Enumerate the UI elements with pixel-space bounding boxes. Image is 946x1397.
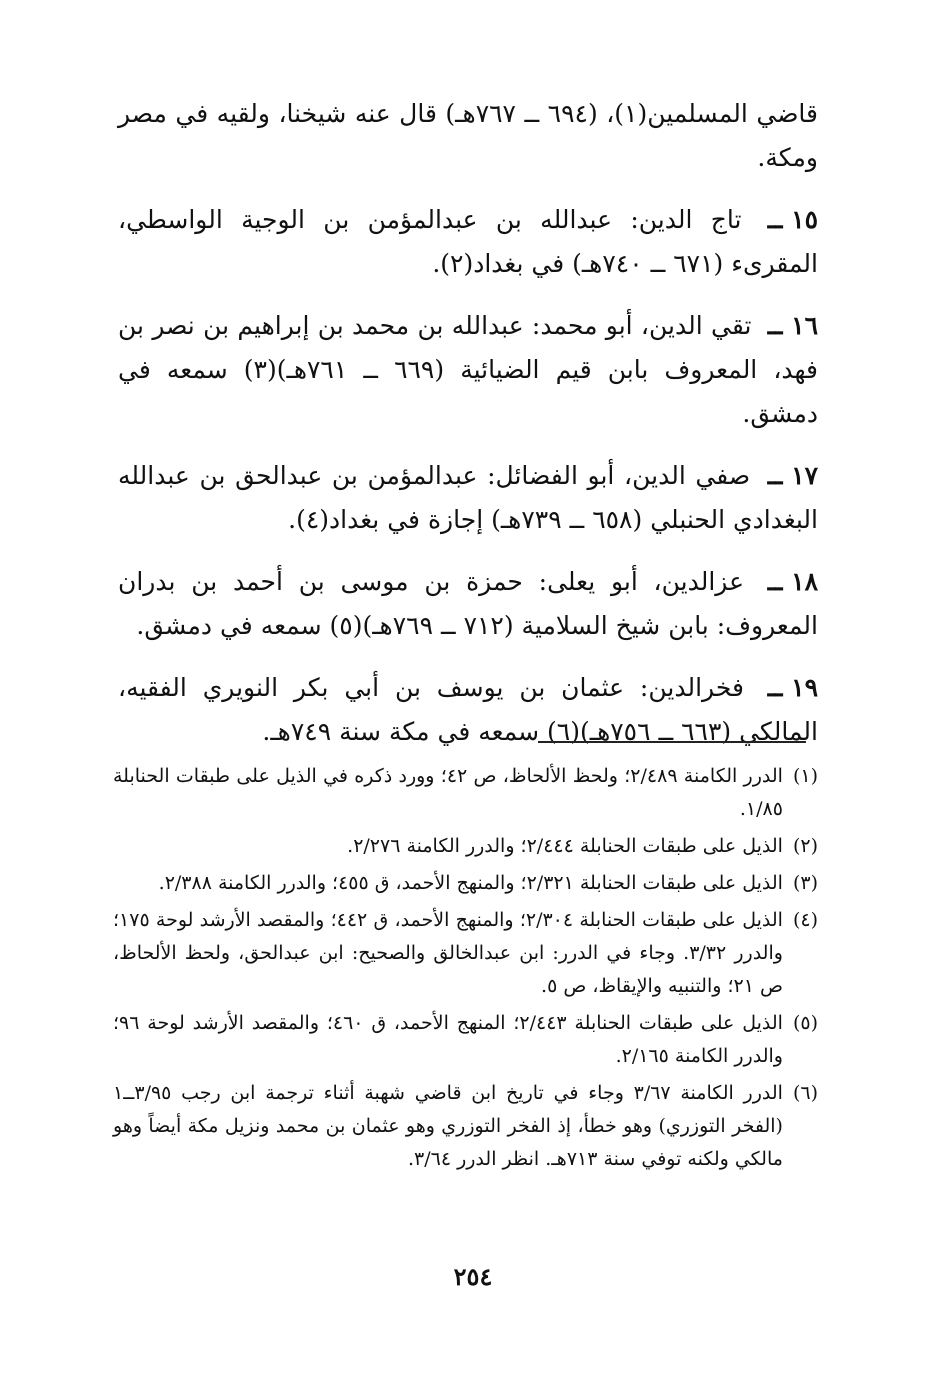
- entry-text: عزالدين، أبو يعلى: حمزة بن موسى بن أحمد بن بدران المعروف: بابن شيخ السلامية (٧١٢ ــ ٧٦٩هـ)(٥) سمعه في دمشق.: [118, 567, 818, 640]
- entry-number: ١٧ ــ: [767, 461, 819, 490]
- footnote-marker: (٣): [792, 872, 818, 894]
- footnote-4: [113, 904, 818, 1003]
- entry-number: ١٥ ــ: [767, 205, 819, 234]
- footnote-text: الذيل على طبقات الحنابلة ٢/٤٤٣؛ المنهج الأحمد، ق ٤٦٠؛ والمقصد الأرشد لوحة ٩٦؛ والدرر الكامنة ٢/١٦٥.: [113, 1012, 783, 1067]
- entry-17: [118, 454, 818, 542]
- entry-text: تقي الدين، أبو محمد: عبدالله بن محمد بن إبراهيم بن نصر بن فهد، المعروف بابن قيم الضيائية (٦٦٩ ــ ٧٦١هـ)(٣) سمعه في دمشق.: [118, 311, 818, 428]
- entry-16: [118, 304, 818, 436]
- entry-continuation: [118, 92, 818, 180]
- entry-text: تاج الدين: عبدالله بن عبدالمؤمن بن الوجية الواسطي، المقرىء (٦٧١ ــ ٧٤٠هـ) في بغداد(٢).: [118, 205, 818, 278]
- footnote-divider: [538, 741, 806, 743]
- footnote-6: [113, 1077, 818, 1176]
- footnote-marker: (٤): [792, 909, 818, 931]
- footnote-2: [113, 830, 818, 863]
- footnote-3: [113, 867, 818, 900]
- page-number: ٢٥٤: [453, 1262, 493, 1291]
- footnote-text: الدرر الكامنة ٣/٦٧ وجاء في تاريخ ابن قاضي شهبة أثناء ترجمة ابن رجب ٣/٩٥ــ١ (الفخر التوزري) وهو خطأ، إذ الفخر التوزري وهو عثمان بن محمد ونزيل مكة أيضاً وهو مالكي ولكنه توفي سنة ٧١٣هـ. انظر الدرر ٣/٦٤.: [113, 1082, 783, 1170]
- footnote-text: الذيل على طبقات الحنابلة ٢/٣٢١؛ والمنهج الأحمد، ق ٤٥٥؛ والدرر الكامنة ٢/٣٨٨.: [158, 872, 783, 894]
- entry-text: صفي الدين، أبو الفضائل: عبدالمؤمن بن عبدالحق بن عبدالله البغدادي الحنبلي (٦٥٨ ــ ٧٣٩هـ) إجازة في بغداد(٤).: [118, 461, 818, 534]
- entry-number: ١٨ ــ: [767, 567, 818, 596]
- entry-text: فخرالدين: عثمان بن يوسف بن أبي بكر النويري الفقيه، المالكي (٦٦٣ ــ ٧٥٦هـ)(٦) سمعه في مكة سنة ٧٤٩هـ.: [118, 673, 818, 746]
- entry-number: ١٦ ــ: [767, 311, 818, 340]
- main-text: [118, 92, 818, 754]
- footnote-text: الذيل على طبقات الحنابلة ٢/٤٤٤؛ والدرر الكامنة ٢/٢٧٦.: [347, 835, 783, 857]
- footnotes: [113, 760, 818, 1176]
- entry-18: [118, 560, 818, 648]
- entry-text: قاضي المسلمين(١)، (٦٩٤ ــ ٧٦٧هـ) قال عنه شيخنا، ولقيه في مصر ومكة.: [118, 99, 818, 172]
- footnote-text: الدرر الكامنة ٢/٤٨٩؛ ولحظ الألحاظ، ص ٤٢؛ وورد ذكره في الذيل على طبقات الحنابلة ١/٨٥.: [113, 765, 783, 820]
- footnote-marker: (٥): [792, 1012, 818, 1034]
- footnote-marker: (٢): [792, 835, 818, 857]
- entry-number: ١٩ ــ: [767, 673, 818, 702]
- footnote-marker: (٦): [792, 1082, 818, 1104]
- footnote-text: الذيل على طبقات الحنابلة ٢/٣٠٤؛ والمنهج الأحمد، ق ٤٤٢؛ والمقصد الأرشد لوحة ١٧٥؛ والدرر ٣/٣٢. وجاء في الدرر: ابن عبدالخالق والصحيح: ابن عبدالحق، ولحظ الألحاظ، ص ٢١؛ والتنبيه والإيقاظ، ص ٥.: [113, 909, 783, 997]
- footnote-1: [113, 760, 818, 826]
- entry-15: [118, 198, 818, 286]
- footnote-marker: (١): [792, 765, 818, 787]
- footnote-5: [113, 1007, 818, 1073]
